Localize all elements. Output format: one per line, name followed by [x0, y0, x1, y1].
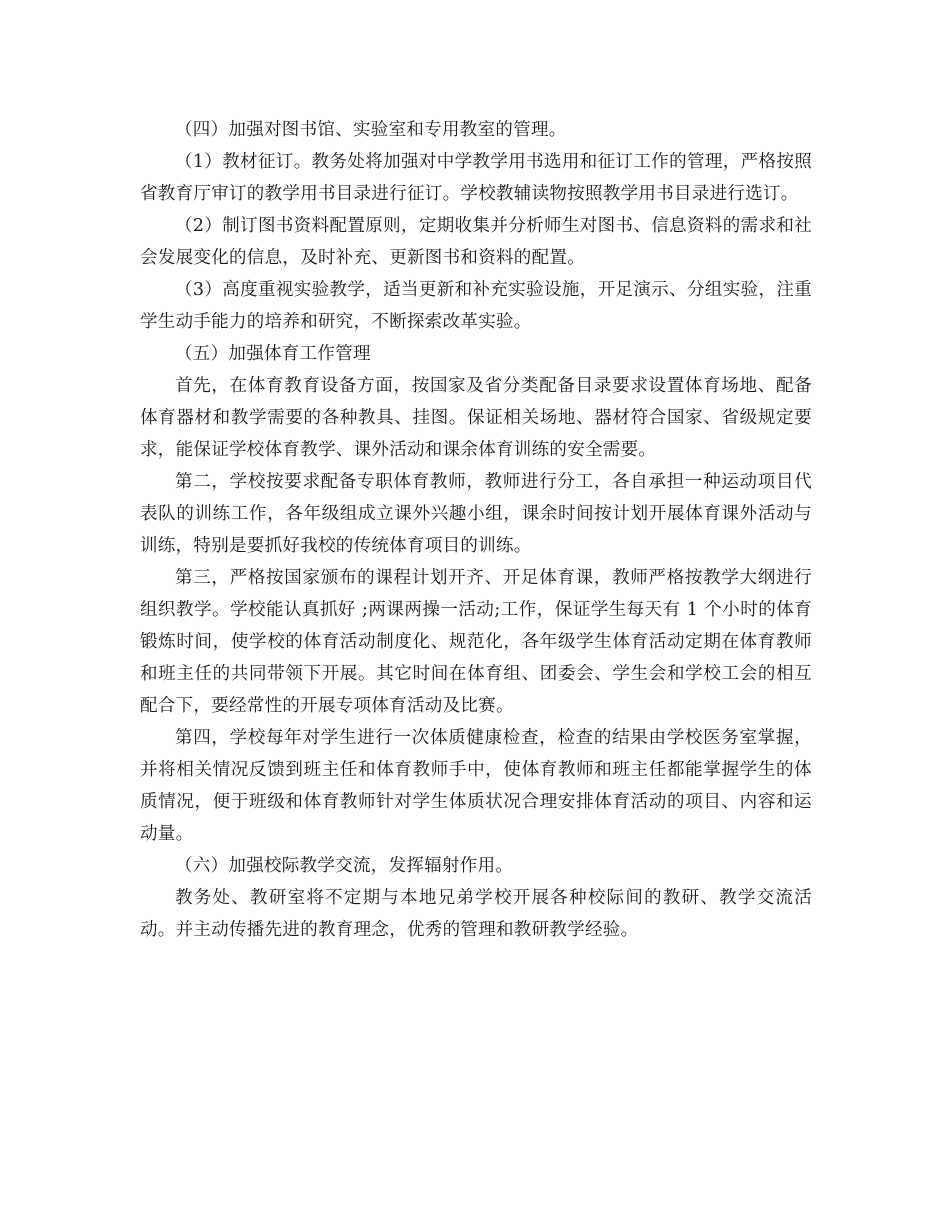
section-heading-4: （四）加强对图书馆、实验室和专用教室的管理。: [175, 120, 567, 140]
paragraph-lab-teaching: （3）高度重视实验教学，适当更新和补充实验设施，开足演示、分组实验，注重学生动手能力的培养和研究，不断探索改革实验。: [140, 280, 812, 332]
paragraph-school-exchange: 教务处、教研室将不定期与本地兄弟学校开展各种校际间的教研、教学交流活动。并主动传播先进的教育理念，优秀的管理和教研教学经验。: [140, 888, 812, 940]
section-heading-6: （六）加强校际教学交流，发挥辐射作用。: [175, 856, 514, 876]
paragraph-textbook-ordering: （1）教材征订。教务处将加强对中学教学用书选用和征订工作的管理，严格按照省教育厅审订的教学用书目录进行征订。学校教辅读物按照教学用书目录进行选订。: [140, 152, 812, 204]
paragraph-pe-equipment: 首先，在体育教育设备方面，按国家及省分类配备目录要求设置体育场地、配备体育器材和教学需要的各种教具、挂图。保证相关场地、器材符合国家、省级规定要求，能保证学校体育教学、课外活动和课余体育训练的安全需要。: [140, 376, 812, 460]
section-heading-5: （五）加强体育工作管理: [175, 344, 371, 364]
paragraph-pe-curriculum: 第三，严格按国家颁布的课程计划开齐、开足体育课，教师严格按教学大纲进行组织教学。学校能认真抓好 ;两课两操一活动;工作，保证学生每天有 1 个小时的体育锻炼时间，使学校的体育活动制度化、规范化，各年级学生体育活动定期在体育教师和班主任的共同带领下开展。其它时间在体育组、团委会、学生会和学校工会的相互配合下，要经常性的开展专项体育活动及比赛。: [140, 568, 812, 716]
document-page: [140, 114, 812, 946]
paragraph-health-check: 第四，学校每年对学生进行一次体质健康检查，检查的结果由学校医务室掌握，并将相关情况反馈到班主任和体育教师手中，使体育教师和班主任都能掌握学生的体质情况，便于班级和体育教师针对学生体质状况合理安排体育活动的项目、内容和运动量。: [140, 728, 812, 844]
paragraph-library-resources: （2）制订图书资料配置原则，定期收集并分析师生对图书、信息资料的需求和社会发展变化的信息，及时补充、更新图书和资料的配置。: [140, 216, 812, 268]
paragraph-pe-teachers: 第二，学校按要求配备专职体育教师，教师进行分工，各自承担一种运动项目代表队的训练工作，各年级组成立课外兴趣小组，课余时间按计划开展体育课外活动与训练，特别是要抓好我校的传统体育项目的训练。: [140, 472, 812, 556]
